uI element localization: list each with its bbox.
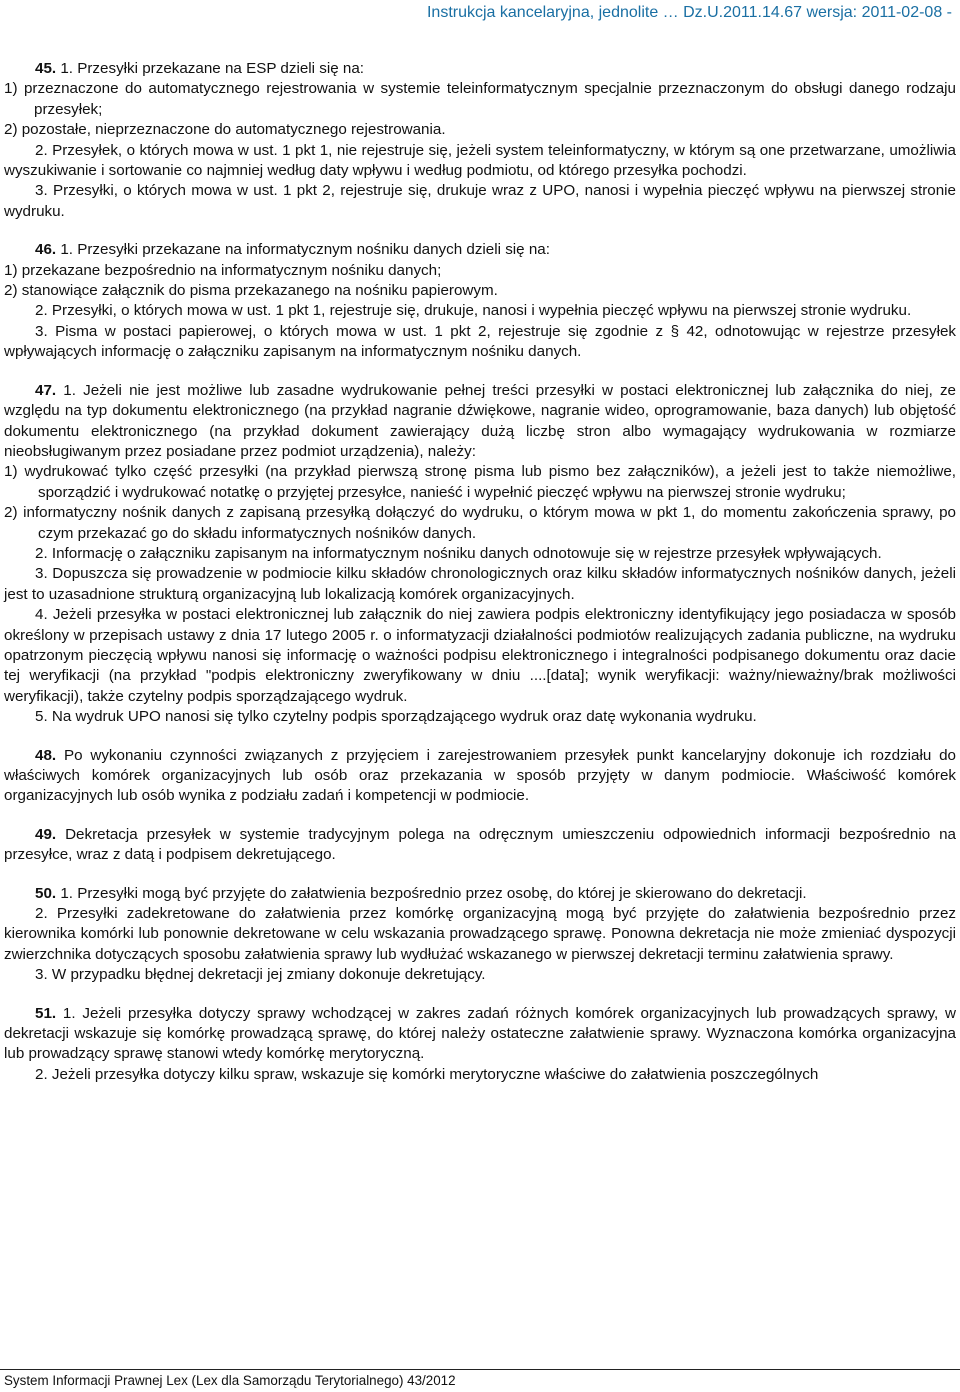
par46-p1 <box>4 240 956 260</box>
par47-p4: 4. Jeżeli przesyłka w postaci elektronicznej lub załącznik do niej zawiera podpis elektroniczny identyfikujący jego posiadacza w sposób określony w przepisach ustawy z dnia 17 lutego 2005 r. o informatyzacji działalności podmiotów realizujących zadania publiczne, na wydruku opatrzonym pieczęcią wpływu nanosi się informację o ważności podpisu elektronicznego i integralności podpisanego dokumentu oraz dacie tej weryfikacji (na przykład "podpis elektroniczny zweryfikowany w dniu ....[data]; wynik weryfikacji: ważny/nieważny/brak możliwości weryfikacji), także czytelny podpis sporządzającego wydruk. <box>4 606 956 705</box>
par50-number: 50. <box>35 884 57 902</box>
par49-p1-text: Dekretacja przesyłek w systemie tradycyjnym polega na odręcznym umieszczeniu odpowiednich informacji bezpośrednio na przesyłce, wraz z datą i podpisem dekretującego. <box>4 825 956 864</box>
par47-number: 47. <box>35 381 57 399</box>
par47-p5: 5. Na wydruk UPO nanosi się tylko czytelny podpis sporządzającego wydruk oraz datę wykonania wydruku. <box>35 708 757 726</box>
par47-p3: 3. Dopuszcza się prowadzenie w podmiocie kilku składów chronologicznych oraz kilku składów informatycznych nośników danych, jeżeli jest to uzasadnione strukturą organizacyjną lub lokalizacją komórek organizacyjnych. <box>4 565 956 603</box>
par46-p2: 2. Przesyłki, o których mowa w ust. 1 pkt 1, rejestruje się, drukuje, nanosi i wypełnia pieczęć wpływu na pierwszej stronie wydruku. <box>35 302 912 320</box>
par45-p1-text: 1. Przesyłki przekazane na ESP dzieli się na: <box>60 60 364 77</box>
par48-p1 <box>4 746 956 807</box>
par45-p3: 3. Przesyłki, o których mowa w ust. 1 pkt 2, rejestruje się, drukuje wraz z UPO, nanosi i wypełnia pieczęć wpływu na pierwszej stronie wydruku. <box>4 182 956 220</box>
par46-number: 46. <box>35 241 57 259</box>
par50-p2: 2. Przesyłki zadekretowane do załatwienia przez komórkę organizacyjną mogą być przyjęte do załatwienia bezpośrednio przez kierownika komórki lub ponownie dekretowane w celu wskazania prowadzącego sprawę. Ponowna dekretacja nie może zmieniać dyspozycji zwierzchnika dotyczących sposobu załatwienia sprawy lub wydłużać wskazanego w pierwszej dekretacji terminu załatwienia sprawy. <box>4 905 956 963</box>
par47-p1-text: 1. Jeżeli nie jest możliwe lub zasadne wydrukowanie pełnej treści przesyłki w postaci elektronicznej lub załącznika do niej, ze względu na typ dokumentu elektronicznego (na przykład nagranie dźwiękowe, nagranie wideo, oprogramowanie, baza danych) lub objętość dokumentu elektronicznego (na przykład dokument zawierający dużą liczbę stron albo wymagający wydrukowania w rozmiarze nieobsługiwanym przez posiadane przez podmiot urządzenia), należy: <box>4 381 956 460</box>
par45-p2: 2. Przesyłek, o których mowa w ust. 1 pkt 1, nie rejestruje się, jeżeli system teleinformatyczny, w którym są one przetwarzane, umożliwia wyszukiwanie i sortowanie co najmniej według daty wpływu i według podmiotu, od którego przesyłka pochodzi. <box>4 141 956 180</box>
par48-number: 48. <box>35 746 57 764</box>
par45-item1: 1) przeznaczone do automatycznego rejestrowania w systemie teleinformatycznym specjalnie przeznaczonym do obsługi danego rodzaju przesyłek; <box>4 80 956 118</box>
par45-number: 45. <box>35 60 57 77</box>
par49-p1 <box>4 825 956 866</box>
par46-p3: 3. Pisma w postaci papierowej, o których mowa w ust. 1 pkt 2, rejestruje się zgodnie z § 42, odnotowując w rejestrze przesyłek wpływających informację o załączniku zapisanym na informatycznym nośniku danych. <box>4 322 956 361</box>
par47-p1 <box>4 381 956 463</box>
par47-item1: 1) wydrukować tylko część przesyłki (na przykład pierwszą stronę pisma lub pismo bez załączników), a jeżeli jest to także niemożliwe, sporządzić i wydrukować notatkę o przyjętej przesyłce, nanieść i wypełnić pieczęć wpływu na pierwszej stronie wydruku; <box>4 463 956 501</box>
par46-p1-text: 1. Przesyłki przekazane na informatycznym nośniku danych dzieli się na: <box>60 241 550 259</box>
par45-item2: 2) pozostałe, nieprzeznaczone do automatycznego rejestrowania. <box>4 121 446 139</box>
document-footer: System Informacji Prawnej Lex (Lex dla Samorządu Terytorialnego) 43/2012 <box>4 1373 456 1388</box>
par46-item2: 2) stanowiące załącznik do pisma przekazanego na nośniku papierowym. <box>4 282 498 300</box>
par49-number: 49. <box>35 825 57 843</box>
par48-p1-text: Po wykonaniu czynności związanych z przyjęciem i zarejestrowaniem przesyłek punkt kancelaryjny dokonuje ich rozdziału do właściwych komórek organizacyjnych lub osób oraz przekazania w sposób przyjęty w danym podmiocie. Właściwość komórek organizacyjnych lub osób wynika z podziału zadań i kompetencji w podmiocie. <box>4 746 956 805</box>
par47-item2: 2) informatyczny nośnik danych z zapisaną przesyłką dołączyć do wydruku, o którym mowa w pkt 1, do momentu zakończenia sprawy, po czym przekazać go do składu informatycznych nośników danych. <box>4 504 956 542</box>
par47-p2: 2. Informację o załączniku zapisanym na informatycznym nośniku danych odnotowuje się w rejestrze przesyłek wpływających. <box>35 544 882 562</box>
par50-p1 <box>4 884 956 904</box>
par51-p1-text: 1. Jeżeli przesyłka dotyczy sprawy wchodzącej w zakres zadań różnych komórek organizacyjnych lub prowadzących sprawy, w dekretacji wskazuje się komórkę prowadzącą sprawę, do której należy ostateczne załatwienie sprawy. Wyznaczona komórka organizacyjna lub prowadzący sprawę stanowi wtedy komórkę merytoryczną. <box>4 1004 956 1063</box>
par45-p1 <box>4 59 956 79</box>
par50-p1-text: 1. Przesyłki mogą być przyjęte do załatwienia bezpośrednio przez osobę, do której je skierowano do dekretacji. <box>60 884 807 902</box>
par51-p2: 2. Jeżeli przesyłka dotyczy kilku spraw, wskazuje się komórki merytoryczne właściwe do załatwienia poszczególnych <box>35 1065 819 1083</box>
document-header: Instrukcja kancelaryjna, jednolite … Dz.U.2011.14.67 wersja: 2011-02-08 - <box>426 4 952 21</box>
document-body <box>4 59 956 1085</box>
par46-item1: 1) przekazane bezpośrednio na informatycznym nośniku danych; <box>4 261 442 279</box>
par50-p3: 3. W przypadku błędnej dekretacji jej zmiany dokonuje dekretujący. <box>35 966 486 984</box>
par51-number: 51. <box>35 1004 57 1022</box>
par51-p1 <box>4 1004 956 1065</box>
